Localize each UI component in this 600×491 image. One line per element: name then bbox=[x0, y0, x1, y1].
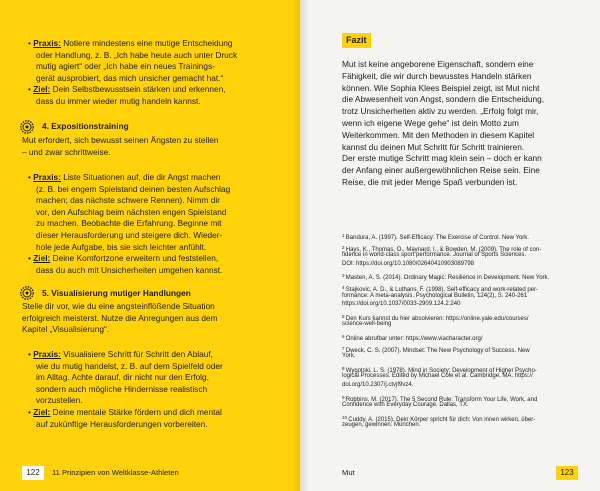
fazit-text-line: kannst du deinen Mut Schritt für Schritt trainieren. bbox=[342, 141, 525, 152]
left-text-line: – und zwar schrittweise. bbox=[22, 146, 111, 157]
left-text-line: • Praxis: Liste Situationen auf, die dir Angst machen bbox=[28, 172, 221, 182]
footnote-line: Confidence with Everyday Courage. Dallas, TX. bbox=[342, 402, 469, 409]
footnote-line: doi.org/10.2307/j.ctvjf9vz4. bbox=[342, 382, 414, 388]
footnote-line: $^2$ Hays, K., Thomas, O., Maynard, I., & Bowden, M. (2009). The role of con- bbox=[342, 244, 542, 253]
footnote-line: $^4$ Stajkovic, A. D., & Luthans, F. (1998). Self-efficacy and work-related per- bbox=[342, 285, 539, 293]
footnote-line: $^6$ Online abrufbar unter: https://www.viacharacter.org/ bbox=[342, 334, 483, 342]
page-number-right: 123 bbox=[556, 466, 578, 480]
left-text-line: zu machen. Beobachte die Erfahrung. Beginne mit bbox=[36, 218, 222, 229]
page-number-left: 122 bbox=[22, 466, 44, 480]
left-text-line: • Ziel: Deine Komfortzone erweitern und feststellen, bbox=[28, 253, 219, 264]
running-title-right: Mut bbox=[342, 468, 355, 477]
footnote-line: https://doi.org/10.1037/0033-2909.124.2.240 bbox=[342, 301, 461, 308]
left-text-line: vor, den Aufschlag beim nächsten engen Spielstand bbox=[36, 206, 227, 217]
fazit-text-line: Reise, die mit jeder Menge Spaß verbunden ist. bbox=[342, 177, 518, 187]
footnote-line: $^{10}$ Cuddy, A. (2015). Dein Körper spricht für dich: Von innen wirken, über- bbox=[342, 414, 536, 423]
fazit-text-line: Der erste mutige Schritt mag klein sein – doch er kann bbox=[342, 153, 542, 164]
running-title-left: 11 Prinzipien von Weltklasse-Athleten bbox=[52, 468, 179, 477]
left-text-line: dass du auch mit Unsicherheiten umgehen kannst. bbox=[36, 264, 223, 275]
left-text-line: erfolgreich meisterst. Nutze die Anregungen aus dem bbox=[22, 312, 218, 323]
left-text-line: (z. B. bei engem Spielstand deinen besten Aufschlag bbox=[36, 183, 231, 194]
fazit-text-line: Weiterkommen. Mit den Methoden in diesem Kapitel bbox=[342, 129, 535, 140]
left-text-line: dieser Herausforderung und steigere dich. Wieder- bbox=[36, 230, 223, 240]
fazit-text-line: der Anfang einer außergewöhnlichen Reise sein. Eine bbox=[342, 165, 540, 176]
left-text-line: mutig agiert“ oder „Ich habe ein neues Trainings- bbox=[36, 61, 215, 72]
left-text-line: • Ziel: Dein Selbstbewusstsein stärken und erkennen, bbox=[28, 84, 226, 95]
gutter-shadow-right bbox=[300, 0, 310, 491]
left-text-line: gerät ausprobiert, das mich unsicher gemacht hat.“ bbox=[36, 72, 224, 83]
left-text-line: • Ziel: Deine mentale Stärke fördern und dich mental bbox=[28, 407, 222, 417]
fazit-heading: Fazit bbox=[342, 33, 371, 48]
left-text-line: • Praxis: Notiere mindestens eine mutige Entscheidung bbox=[28, 38, 233, 48]
left-text-line: im Alltag. Achte darauf, dir nicht nur den Erfolg, bbox=[36, 372, 209, 383]
fazit-text-line: Mut ist keine angeborene Eigenschaft, sondern eine bbox=[342, 59, 534, 69]
footnote-line: zeugen, gewinnen. München. bbox=[342, 422, 421, 429]
fazit-text-line: die Abwesenheit von Angst, sondern die Entscheidung, bbox=[342, 94, 545, 105]
footnote-line: $^1$ Bandura, A. (1997). Self-Efficacy: The Exercise of Control. New York. bbox=[342, 233, 529, 241]
left-text-line: sondern auch mögliche Hindernisse realistisch bbox=[36, 383, 208, 394]
left-text-line: oder Handlung, z. B. „Ich habe heute auch unter Druck bbox=[36, 49, 238, 60]
footnote-line: $^7$ Dweck, C. S. (2007). Mindset: The New Psychology of Success. New bbox=[342, 345, 530, 354]
footnote-line: science-well-being bbox=[342, 321, 392, 328]
left-text-line: Stelle dir vor, wie du eine angsteinflößende Situation bbox=[22, 301, 215, 311]
left-text-line: vorzustellen. bbox=[36, 395, 83, 406]
gear-target-icon bbox=[20, 286, 34, 300]
left-text-line: wie du mutig handelst, z. B. auf dem Spielfeld oder bbox=[36, 360, 223, 371]
left-text-line: auf zukünftige Herausforderungen vorbereiten. bbox=[36, 418, 208, 429]
footnote-line: $^5$ Den Kurs kannst du hier absolvieren: https://online.yale.edu/courses/ bbox=[342, 313, 529, 322]
left-text-line: Mut erfordert, sich bewusst seinen Ängsten zu stellen bbox=[22, 135, 219, 145]
footnote-line: $^3$ Masten, A. S. (2014). Ordinary Magic: Resilience in Development. New York. bbox=[342, 273, 550, 282]
left-text-line: machen; das nächste schwere Rennen). Nimm dir bbox=[36, 195, 220, 206]
footnote-line: logical Processes. Edited by Michael Cole et al. Cambridge, MA. https:// bbox=[342, 373, 533, 380]
footnote-line: DOI: https://doi.org/10.1080/02640410903089798 bbox=[342, 260, 475, 267]
left-text-line: Kapitel „Visualisierung“. bbox=[22, 324, 110, 335]
fazit-text-line: können. Wie Sophia Klees Beispiel zeigt, ist Mut nicht bbox=[342, 82, 540, 93]
fazit-text-line: wenn ich eigene Wege gehe“ ist dein Motto zum bbox=[342, 118, 519, 128]
section-heading: 5. Visualisierung mutiger Handlungen bbox=[42, 288, 191, 298]
fazit-text-line: trotz Unsicherheiten aktiv zu werden. „Erfolg folgt mir, bbox=[342, 106, 539, 117]
footnote-line: York. bbox=[342, 353, 356, 360]
left-text-line: • Praxis: Visualisiere Schritt für Schritt den Ablauf, bbox=[28, 349, 213, 359]
left-text-line: dass du immer wieder mutig handeln kannst. bbox=[36, 96, 201, 106]
gutter-shadow bbox=[292, 0, 300, 491]
footnote-line: $^8$ Wygotski, L. S. (1978). Mind in Society: Development of Higher Psycho- bbox=[342, 365, 537, 374]
left-text-line: hole jede Aufgabe, bis sie sich leichter anfühlt. bbox=[36, 241, 207, 252]
right-page bbox=[300, 0, 600, 491]
fazit-text-line: Fähigkeit, die wir durch bewusstes Handeln stärken bbox=[342, 70, 532, 81]
gear-target-icon bbox=[20, 120, 34, 134]
section-heading: 4. Expositionstraining bbox=[42, 121, 129, 131]
footnote-line: fidence in world-class sport performance. Journal of Sports Sciences. bbox=[342, 252, 527, 259]
footnote-line: formance: A meta-analysis. Psychological Bulletin, 124(2), S. 240-261 bbox=[342, 292, 528, 299]
footnote-line: $^9$ Robbins, M. (2017). The 5 Second Rule: Transform Your Life, Work, and bbox=[342, 394, 538, 403]
